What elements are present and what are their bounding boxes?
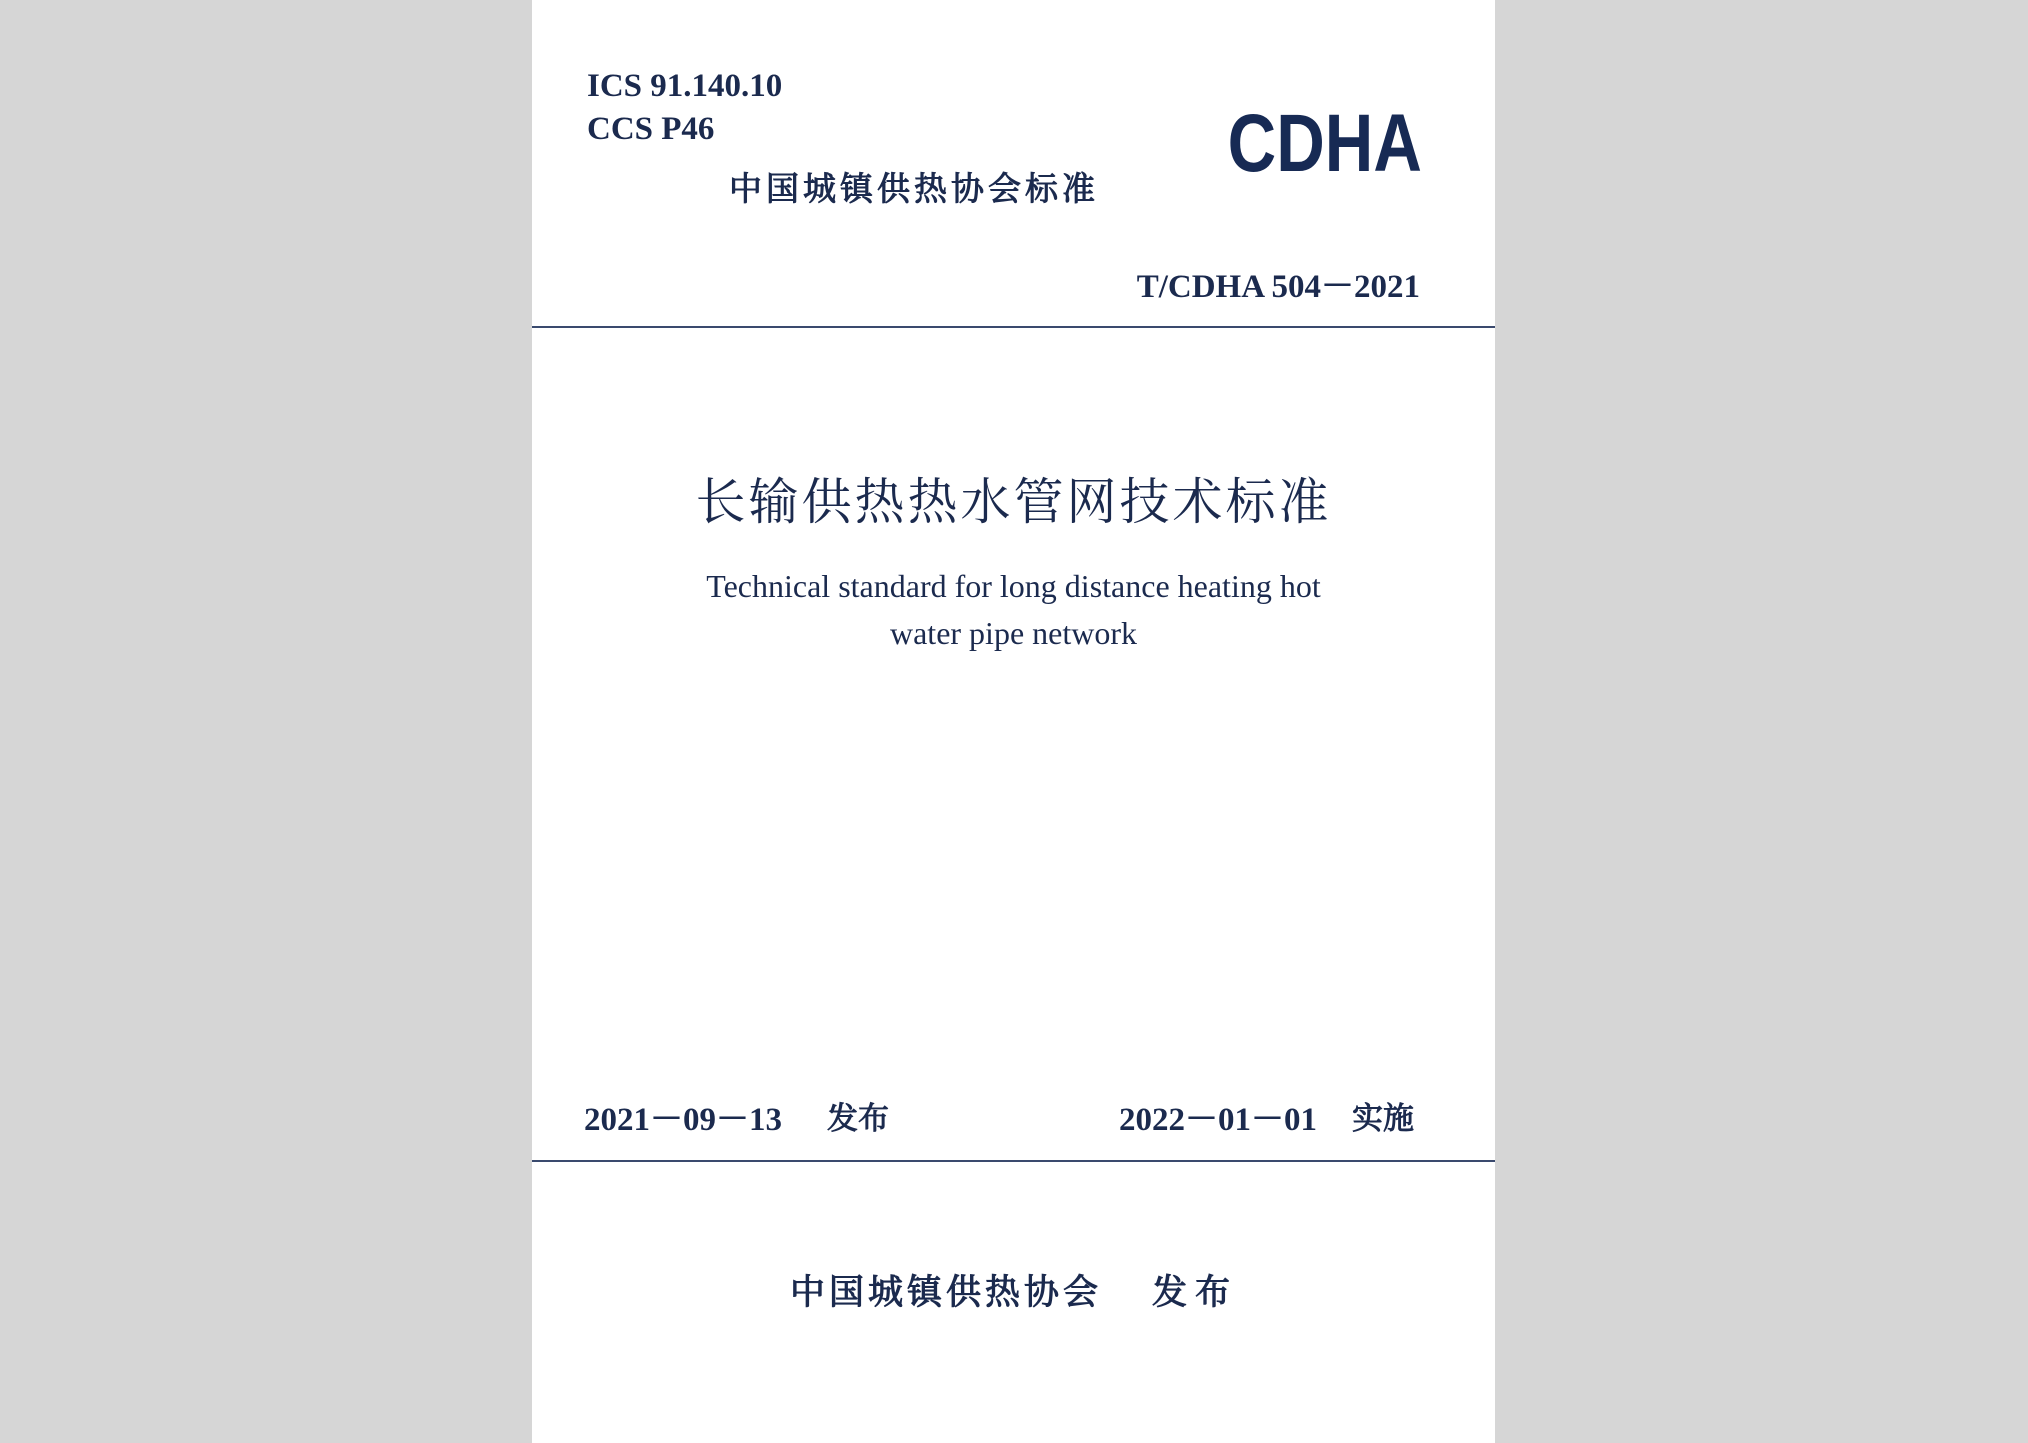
- publish-label: 发布: [1152, 1273, 1239, 1313]
- title-chinese: 长输供热热水管网技术标准: [695, 473, 1332, 531]
- title-english-line1: Technical standard for long distance heating hot: [706, 568, 1321, 604]
- implementation-date: 2022－01－01: [1119, 1102, 1317, 1138]
- standard-cover-page: [532, 0, 1495, 1443]
- issue-label: 发布: [827, 1101, 889, 1137]
- top-divider: [532, 326, 1495, 328]
- implementation-label: 实施: [1352, 1101, 1414, 1137]
- ccs-code: CCS P46: [587, 111, 715, 147]
- standard-number: T/CDHA 504－2021: [1136, 269, 1420, 305]
- publisher-name: 中国城镇供热协会: [790, 1273, 1103, 1313]
- bottom-divider: [532, 1160, 1495, 1162]
- title-english-line2: water pipe network: [889, 615, 1137, 651]
- issue-date: 2021－09－13: [584, 1102, 782, 1138]
- association-standard-label: 中国城镇供热协会标准: [729, 169, 1099, 208]
- ics-code: ICS 91.140.10: [587, 68, 783, 104]
- cdha-logo: CDHA: [1227, 98, 1422, 189]
